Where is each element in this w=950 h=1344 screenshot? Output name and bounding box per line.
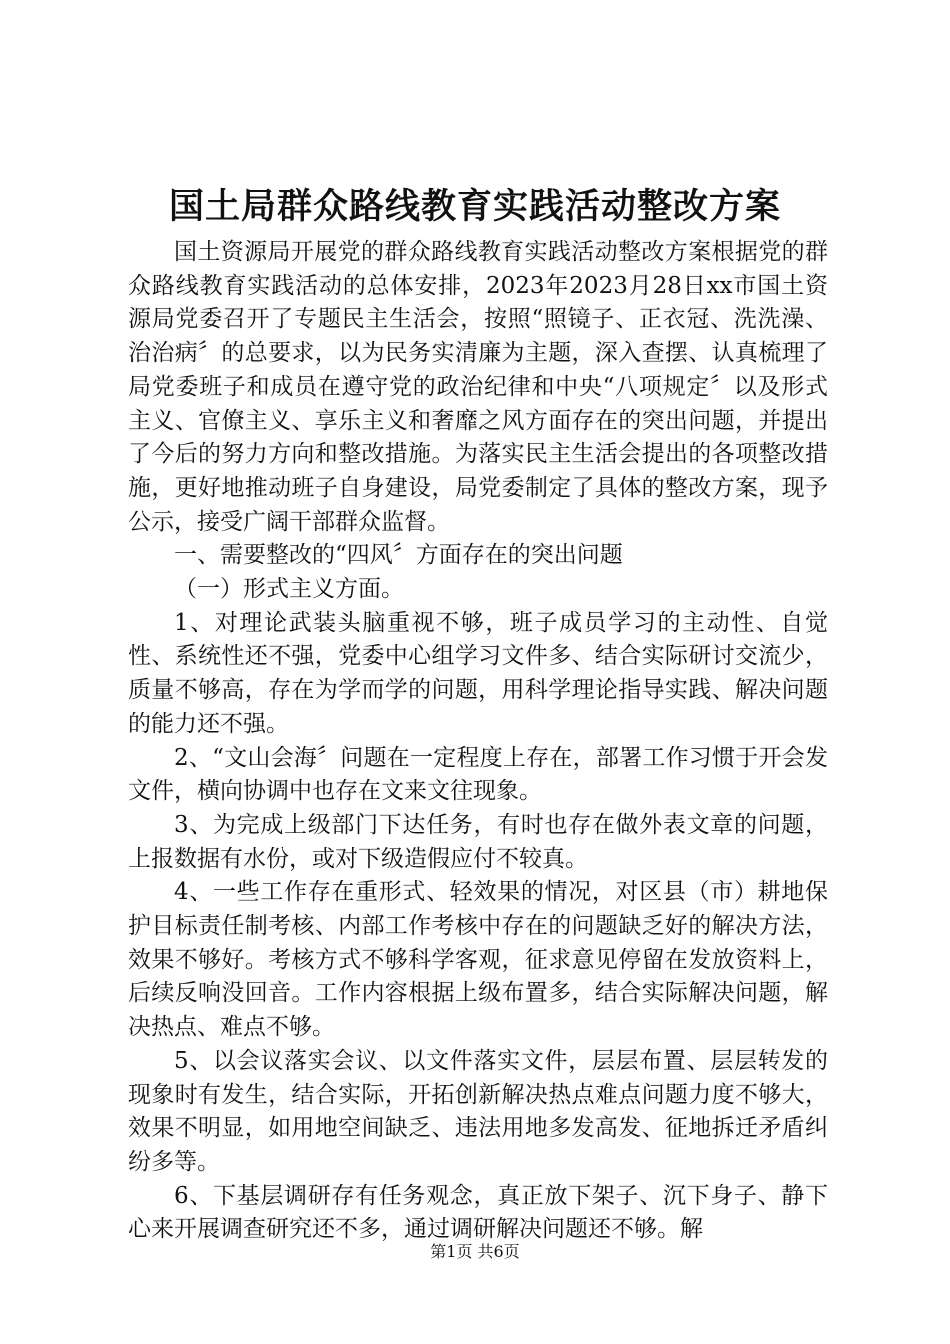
section-heading: 一、需要整改的“四风〞方面存在的突出问题 — [174, 542, 623, 569]
list-item: 3、为完成上级部门下达任务，有时也存在做外表文章的问题，上报数据有水份，或对下级造假应付不较真。 — [128, 811, 828, 872]
document-title: 国土局群众路线教育实践活动整改方案 — [168, 186, 781, 227]
page-number: 第1页 共6页 — [430, 1242, 520, 1261]
list-item: 6、下基层调研存有任务观念，真正放下架子、沉下身子、静下心来开展调查研究还不多，通过调研解决问题还不够。解 — [128, 1182, 828, 1243]
subsection-heading: （一）形式主义方面。 — [174, 576, 404, 603]
document-body — [128, 236, 828, 1247]
list-item: 4、一些工作存在重形式、轻效果的情况，对区县（市）耕地保护目标责任制考核、内部工作考核中存在的问题缺乏好的解决方法，效果不够好。考核方式不够科学客观，征求意见停留在发放资料上，后续反响没回音。工作内容根据上级布置多，结合实际解决问题，解决热点、难点不够。 — [128, 879, 828, 1041]
list-item: 1、对理论武装头脑重视不够，班子成员学习的主动性、自觉性、系统性还不强，党委中心组学习文件多、结合实际研讨交流少，质量不够高，存在为学而学的问题，用科学理论指导实践、解决问题的能力还不强。 — [128, 609, 828, 737]
intro-paragraph: 国土资源局开展党的群众路线教育实践活动整改方案根据党的群众路线教育实践活动的总体安排，2023年2023月28日xx市国土资源局党委召开了专题民主生活会，按照“照镜子、正衣冠、洗洗澡、治治病〞的总要求，以为民务实清廉为主题，深入查摆、认真梳理了局党委班子和成员在遵守党的政治纪律和中央“八项规定〞以及形式主义、官僚主义、享乐主义和奢靡之风方面存在的突出问题，并提出了今后的努力方向和整改措施。为落实民主生活会提出的各项整改措施，更好地推动班子自身建设，局党委制定了具体的整改方案，现予公示，接受广阔干部群众监督。 — [128, 239, 828, 535]
list-item: 2、“文山会海〞问题在一定程度上存在，部署工作习惯于开会发文件，横向协调中也存在文来文往现象。 — [128, 744, 828, 805]
list-item: 5、以会议落实会议、以文件落实文件，层层布置、层层转发的现象时有发生，结合实际，开拓创新解决热点难点问题力度不够大，效果不明显，如用地空间缺乏、违法用地多发高发、征地拆迁矛盾纠纷多等。 — [128, 1047, 828, 1175]
